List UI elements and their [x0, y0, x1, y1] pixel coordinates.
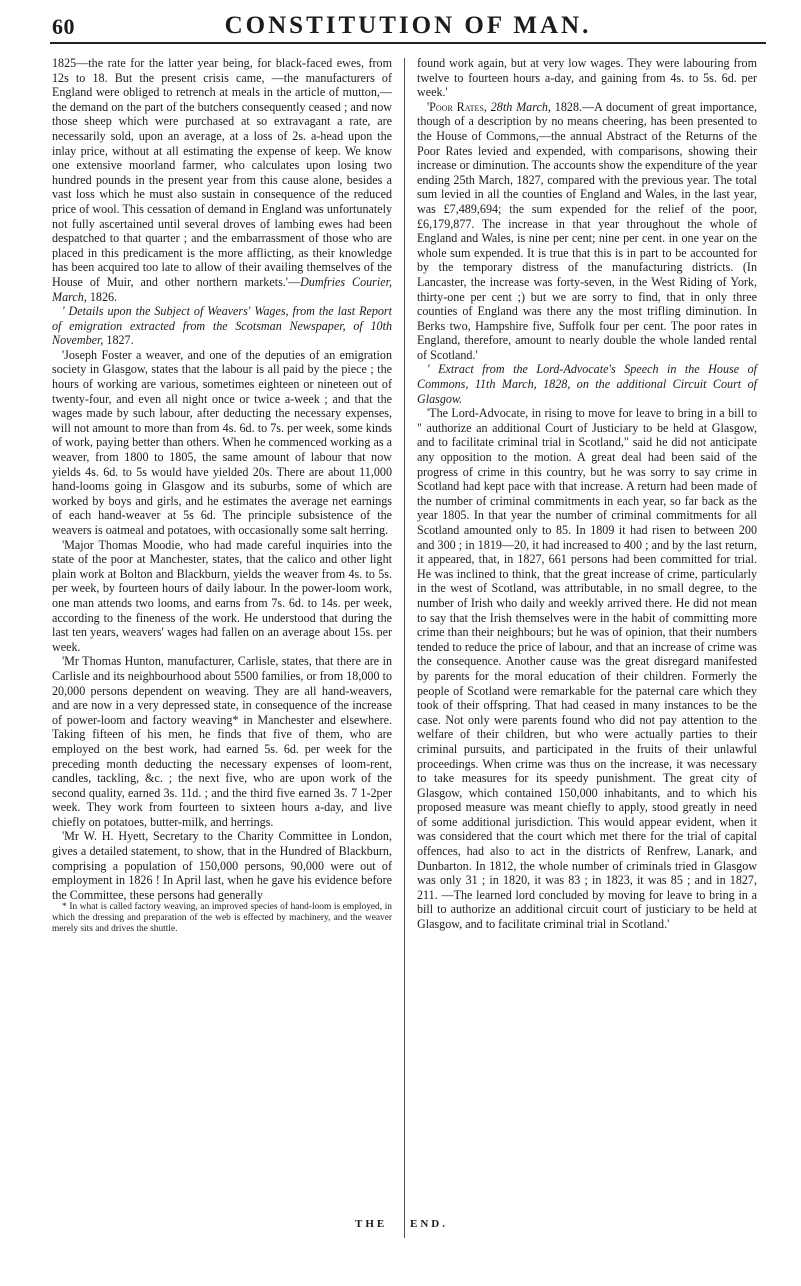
- footer-the: THE: [355, 1218, 388, 1230]
- footnote: * In what is called factory weaving, an improved species of hand-loom is employed, in which the dressing and preparation of the web is effected by machinery, and the weaver merely sits and drives the shuttle.: [52, 902, 392, 935]
- section-heading: ' Extract from the Lord-Advocate's Speech in the House of Commons, 11th March, 1828, on the additional Circuit Court of Glasgow.: [417, 362, 757, 406]
- right-column: [417, 56, 757, 932]
- left-column: [52, 56, 392, 935]
- paragraph: 'Joseph Foster a weaver, and one of the deputies of an emigration society in Glasgow, states that the labour is all paid by the piece ; the hours of working are various, sometimes eighteen or nineteen out of twenty-four, and even all night once or twice a-week ; and that the wages made by such labour, after deducting the necessary expenses, will not amount to more than from 4s. 6d. to 7s. per week, some kinds of work, paying better than others. When he commenced working as a weaver, from 1800 to 1805, the same amount of labour that now yields 4s. 6d. to 5s would have yielded 20s. There are about 11,000 hand-looms going in Glasgow and its suburbs, some of which are worked by boys and girls, and he estimates the average net earnings of each hand-weaver at 5s 6d. The principle subsistence of the weavers is oatmeal and potatoes, with occasionally some salt herring.: [52, 347, 392, 537]
- paragraph: 'Mr Thomas Hunton, manufacturer, Carlisle, states, that there are in Carlisle and its neighbourhood about 5500 families, or from 18,000 to 20,000 persons dependent on weaving. They are all hand-weavers, and are now in a very depressed state, in consequence of the increase of power-loom and factory weaving* in Manchester and elsewhere. Taking fifteen of his men, he finds that five of them, who are employed on the best work, had earned 5s. 6d. per week for the preceding month deducting the necessary expenses of loom-rent, candles, tackling, &c. ; the next five, who are upon work of the second quality, earned 3s. 11d. ; and the third five earned 3s. 7 1-2per week. They work from fourteen to sixteen hours a-day, and live chiefly on potatoes, butter-milk, and herrings.: [52, 654, 392, 829]
- paragraph: found work again, but at very low wages. They were labouring from twelve to fourteen hours a-day, and gaining from 4s. to 5s. 6d. per week.': [417, 56, 757, 100]
- paragraph: 1825—the rate for the latter year being, for black-faced ewes, from 12s to 18. But the present crisis came, —the manufacturers of England were obliged to retrench at meals in the article of mutton,—the demand on the part of the butchers consequently ceased ; and now those sheep which were purchased at so extravagant a rate, are necessarily sold, upon an average, at a loss of 2s. a-head upon the inlay price, without at all estimating the expense of keep. We know one extensive moorland farmer, who calculates upon losing two hundred pounds in the present year from this cause alone, besides a vast loss which he must also sustain in consequence of the reduced price of wool. This cessation of demand in England was unfortunately not fully ascertained until several droves of lambing ewes had been despatched to that quarter ; and the embarrassment of those who are placed in this predicament is the more afflicting, as their knowledge has been acquired too late to allow of their availing themselves of the House of Muir, and other northern markets.'—Dumfries Courier, March, 1826.: [52, 56, 392, 304]
- source-citation: Dumfries Courier, March,: [52, 274, 392, 304]
- section-heading: ' Details upon the Subject of Weavers' Wages, from the last Report of emigration extracted from the Scotsman Newspaper, of 10th November, 1827.: [52, 304, 392, 348]
- running-title: CONSTITUTION OF MAN.: [224, 12, 592, 39]
- footer-end: END.: [410, 1218, 448, 1230]
- column-divider: [404, 58, 405, 1238]
- page-number: 60: [52, 14, 75, 39]
- paragraph: 'The Lord-Advocate, in rising to move for leave to bring in a bill to " authorize an additional Court of Justiciary to be held at Glasgow, and to facilitate criminal trial in Scotland," said he did not anticipate any opposition to the motion. A great deal had been said of the progress of crime in this country, but he was sorry to say crime in Scotland had kept pace with that increase. A return had been made of the number of criminal commitments in each year, so far back as the year 1805. In that year the number of criminal commitments for all Scotland amounted only to 85. In 1809 it had risen to between 200 and 300 ; in 1819—20, it had increased to 400 ; and by the last return, it appeared, that, in 1827, 661 persons had been committed for trial. He was inclined to think, that the great increase of crime, particularly in the west of Scotland, was attributable, in no small degree, to the number of Irish who daily and weekly arrived there. He did not mean to say that the Irish themselves were in the habit of committing more crime than their neighbours; but he was of opinion, that their numbers tended to reduce the price of labour, and that an increase of crime was the consequence. Another cause was the great disregard manifested by parents for the moral education of their children. Formerly the people of Scotland were remarkable for the paternal care which they took of their offspring. That had ceased in many instances to be the case. Not only were parents found who did not pay attention to the welfare of their children, but who were actually parties to their criminal pursuits, and participated in the fruits of their unlawful proceedings. When crime was thus on the increase, it was necessary to take measures for its speedy punishment. The great city of Glasgow, which contained 150,000 inhabitants, and to which his proposed measure was meant chiefly to apply, stood greatly in need of some additional jurisdiction. This would appear evident, when it was considered that the court which met there for the trial of capital offences, had also to act in the districts of Renfrew, Lanark, and Dunbarton. In 1812, the whole number of criminals tried in Glasgow was only 31 ; in 1820, it was 83 ; in 1823, it was 85 ; and in 1827, 211. —The learned lord concluded by moving for leave to bring in a bill to authorize an additional circuit court of justiciary to be held at Glasgow, and to facilitate criminal trial in Scotland.': [417, 406, 757, 932]
- paragraph: 'Major Thomas Moodie, who had made careful inquiries into the state of the poor at Manchester, states, that the calico and other light plain work at Bolton and Blackburn, yields the weaver from 4s. to 5s. per week, by fourteen hours of daily labour. In the power-loom work, one man attends two looms, and earns from 7s. 6d. to 14s. per week, according to the fineness of the work. He understood that during the last ten years, weavers' wages had fallen on an average about 15s. per week.: [52, 537, 392, 654]
- paragraph: 'Mr W. H. Hyett, Secretary to the Charity Committee in London, gives a detailed statement, to show, that in the Hundred of Blackburn, comprising a population of 150,000 persons, 90,000 were out of employment in 1826 ! In April last, when he gave his evidence before the Committee, these persons had generally: [52, 829, 392, 902]
- header-rule: [50, 42, 766, 44]
- poor-rates-label: 'Poor Rates,: [427, 99, 487, 114]
- paragraph: 'Poor Rates, 28th March, 1828.—A document of great importance, though of a description by no means cheering, has been presented to the House of Commons,—the annual Abstract of the Returns of the Poor Rates levied and expended, with comparisons, showing their increase or diminution. The accounts show the expenditure of the year ending 25th March, 1827, compared with the previous year. The total sum levied in all the counties of England and Wales, in the last year, was £7,489,694; the sum expended for the relief of the poor, £6,179,877. The increase in that year throughout the whole of England and Wales, is nine per cent; nine per cent. in one year on the whole sum expended. It is true that this is in part to be accounted for by the temporary distress of the manufacturing districts. (In Lancaster, the increase was forty-seven, in the West Riding of York, thirty-one per cent ;) but we are sorry to find, that in only three counties of England was there any the most trifling diminution. In Berks two, Hampshire five, Suffolk four per cent. The poor rates in England, therefore, amount to nearly double the whole landed rental of Scotland.': [417, 99, 757, 362]
